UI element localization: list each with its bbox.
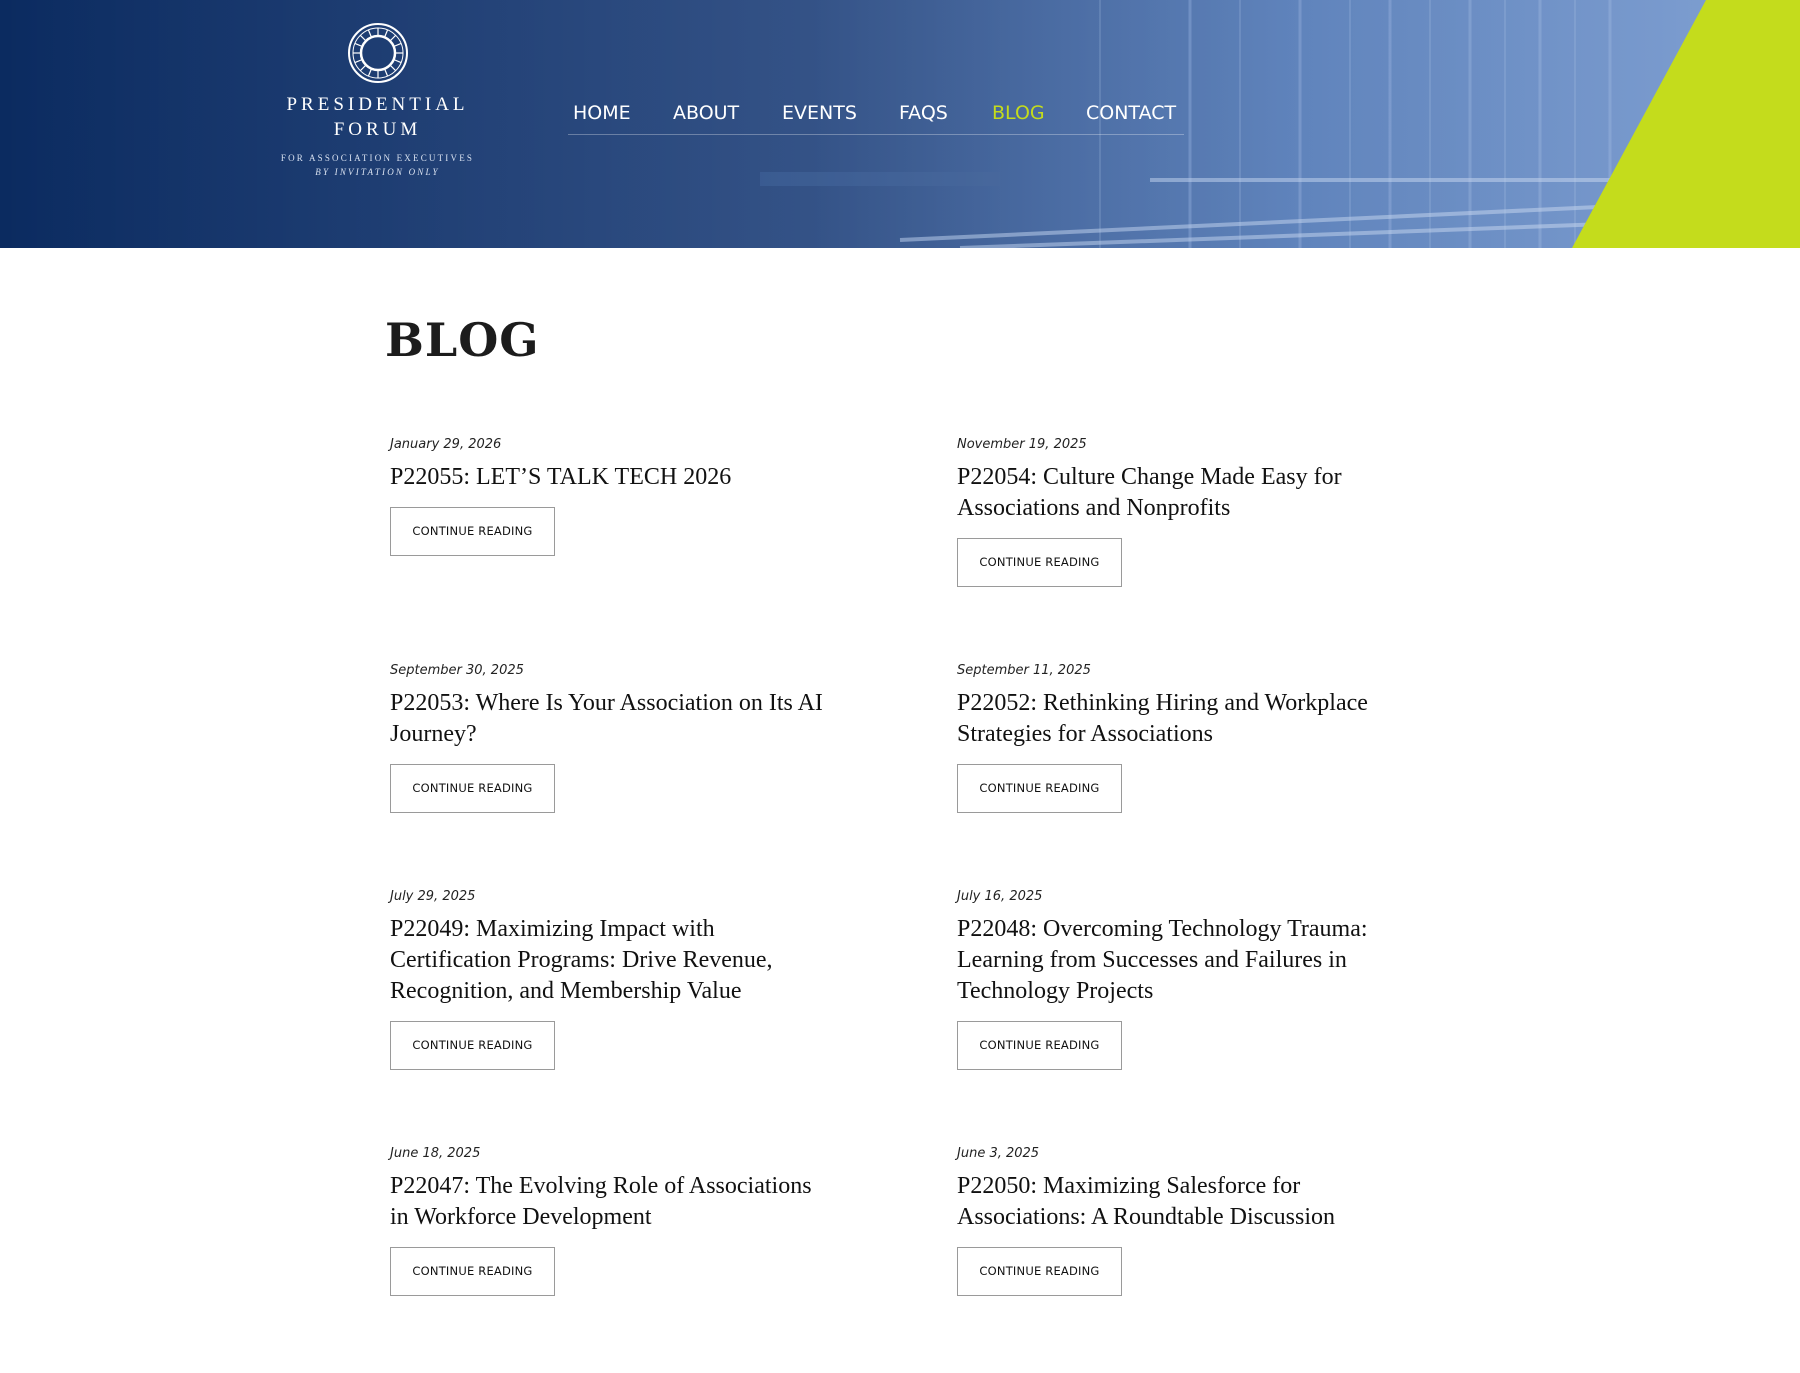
blog-post-card — [957, 436, 1417, 587]
post-title-line: P22054: Culture Change Made Easy for — [957, 464, 1342, 490]
site-logo[interactable] — [270, 22, 485, 179]
blog-post-card — [390, 1145, 850, 1296]
continue-reading-button[interactable]: CONTINUE READING — [957, 764, 1122, 813]
blog-post-card — [390, 888, 850, 1070]
post-title-line: Associations: A Roundtable Discussion — [957, 1204, 1335, 1230]
post-title-line: P22052: Rethinking Hiring and Workplace — [957, 690, 1368, 716]
blog-post-card — [957, 662, 1417, 813]
post-date: January 29, 2026 — [390, 437, 502, 452]
logo-subtagline-text: BY INVITATION ONLY — [315, 167, 440, 177]
post-title-line: Strategies for Associations — [957, 721, 1213, 747]
continue-reading-button[interactable]: CONTINUE READING — [957, 1021, 1122, 1070]
main-navigation — [568, 100, 1184, 135]
post-title-link[interactable] — [390, 1171, 850, 1233]
logo-name-line: PRESIDENTIAL — [286, 94, 469, 115]
blog-post-card — [390, 436, 850, 556]
page-title: BLOG — [385, 313, 540, 367]
post-date: September 11, 2025 — [957, 663, 1091, 678]
post-title-line: in Workforce Development — [390, 1204, 652, 1230]
post-title-link[interactable] — [390, 462, 850, 493]
continue-reading-button[interactable]: CONTINUE READING — [957, 1247, 1122, 1296]
logo-tagline — [270, 151, 485, 179]
post-title-line: P22048: Overcoming Technology Trauma: — [957, 916, 1368, 942]
nav-home-link[interactable]: HOME — [573, 102, 631, 124]
nav-faqs-link[interactable]: FAQS — [899, 102, 948, 124]
post-title-line: P22053: Where Is Your Association on Its AI — [390, 690, 823, 716]
post-date: September 30, 2025 — [390, 663, 524, 678]
nav-about-link[interactable]: ABOUT — [673, 102, 740, 124]
nav-events-link[interactable]: EVENTS — [782, 102, 857, 124]
post-title-link[interactable] — [390, 688, 850, 750]
post-date: June 18, 2025 — [390, 1146, 481, 1161]
post-title-line: P22050: Maximizing Salesforce for — [957, 1173, 1301, 1199]
post-title-line: Learning from Successes and Failures in — [957, 947, 1347, 973]
post-title-link[interactable] — [957, 1171, 1417, 1233]
post-title-link[interactable] — [957, 462, 1417, 524]
post-title-line: Recognition, and Membership Value — [390, 978, 742, 1004]
seal-icon — [347, 22, 409, 84]
continue-reading-button[interactable]: CONTINUE READING — [390, 764, 555, 813]
post-title-link[interactable] — [390, 914, 850, 1007]
logo-wordmark — [270, 92, 485, 142]
continue-reading-button[interactable]: CONTINUE READING — [390, 1021, 555, 1070]
continue-reading-button[interactable]: CONTINUE READING — [390, 1247, 555, 1296]
site-header — [0, 0, 1800, 248]
nav-contact-link[interactable]: CONTACT — [1086, 102, 1177, 124]
logo-tagline-text: FOR ASSOCIATION EXECUTIVES — [280, 153, 475, 163]
post-title-line: Associations and Nonprofits — [957, 495, 1231, 521]
post-title-line: Journey? — [390, 721, 477, 747]
post-title-line: P22047: The Evolving Role of Associations — [390, 1173, 812, 1199]
post-date: July 16, 2025 — [957, 889, 1043, 904]
logo-name-line: FORUM — [333, 119, 422, 140]
post-title-line: P22049: Maximizing Impact with — [390, 916, 715, 942]
post-date: June 3, 2025 — [957, 1146, 1040, 1161]
blog-post-card — [957, 888, 1417, 1070]
post-title-line: P22055: LET’S TALK TECH 2026 — [390, 464, 732, 490]
post-title-line: Certification Programs: Drive Revenue, — [390, 947, 773, 973]
post-title-line: Technology Projects — [957, 978, 1154, 1004]
post-date: July 29, 2025 — [390, 889, 476, 904]
nav-blog-link[interactable]: BLOG — [992, 102, 1045, 124]
continue-reading-button[interactable]: CONTINUE READING — [957, 538, 1122, 587]
post-title-link[interactable] — [957, 688, 1417, 750]
post-date: November 19, 2025 — [957, 437, 1087, 452]
continue-reading-button[interactable]: CONTINUE READING — [390, 507, 555, 556]
blog-post-card — [957, 1145, 1417, 1296]
post-title-link[interactable] — [957, 914, 1417, 1007]
blog-post-card — [390, 662, 850, 813]
